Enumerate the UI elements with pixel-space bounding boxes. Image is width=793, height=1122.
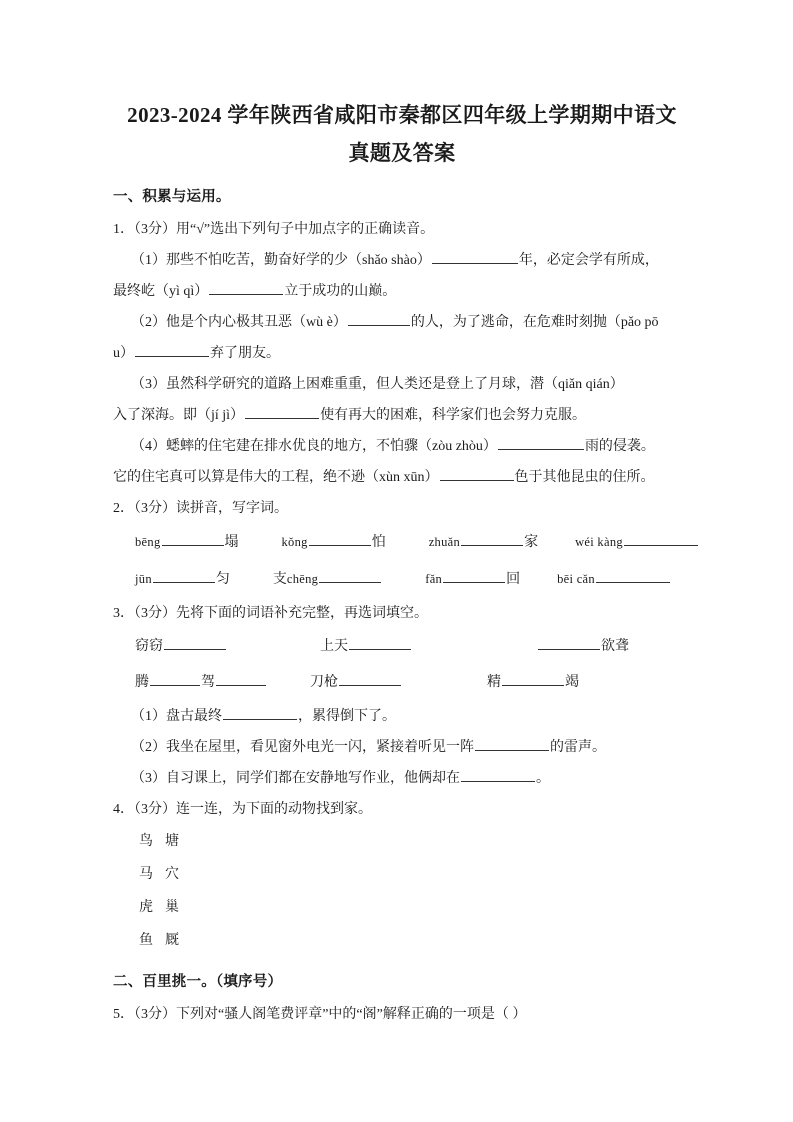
question-4-stem: 4．（3分）连一连，为下面的动物找到家。	[113, 802, 372, 817]
question-1-item-1-line-2	[113, 276, 691, 307]
question-2-number: 2	[113, 501, 120, 516]
pinyin-label: zhuǎn	[428, 535, 461, 549]
question-5-stem: 5．（3分）下列对“骚人阁笔费评章”中的“阁”解释正确的一项是（ ）	[113, 1007, 527, 1022]
word-pre: 腾	[135, 675, 149, 690]
question-3-points: （3分）	[134, 606, 176, 621]
answer-blank[interactable]	[135, 343, 209, 357]
pinyin-cell	[557, 561, 671, 598]
char-label: 塌	[224, 535, 239, 550]
match-row	[113, 825, 691, 858]
question-1-item-3-line-2	[113, 400, 691, 431]
word-post: 竭	[565, 675, 579, 690]
char-label-pre: 支	[272, 572, 287, 587]
question-1-item-3-line-1	[113, 369, 691, 400]
question-1-item-4-line-1	[113, 431, 691, 462]
question-1-number: 1	[113, 222, 120, 237]
question-4-points: （3分）	[134, 802, 176, 817]
section-heading-2: 二、百里挑一。（填序号）	[113, 974, 283, 990]
answer-blank[interactable]	[319, 569, 381, 583]
word-pre: 上天	[320, 639, 348, 654]
answer-blank[interactable]	[440, 467, 514, 481]
pinyin-label: fǎn	[425, 572, 443, 586]
fill-after: 。	[536, 771, 550, 786]
word-cell	[310, 665, 402, 701]
pinyin-row-1	[113, 524, 691, 561]
question-3-fill-3	[113, 763, 691, 794]
char-label: 匀	[215, 572, 230, 587]
question-3-fill-1	[113, 701, 691, 732]
match-row	[113, 858, 691, 891]
question-4	[113, 794, 691, 957]
pinyin-label: kǒng	[281, 535, 308, 549]
match-home[interactable]: 穴	[165, 867, 179, 882]
question-2-stem: 2．（3分）读拼音，写字词。	[113, 501, 288, 516]
question-1	[113, 214, 691, 493]
question-4-number: 4	[113, 802, 120, 817]
fill-after: 的雷声。	[550, 740, 606, 755]
word-row-1	[113, 629, 691, 665]
item-marker: （2）	[131, 315, 166, 330]
item-marker: （2）	[131, 740, 166, 755]
fill-before: 我坐在屋里，看见窗外电光一闪，紧接着听见一阵	[166, 740, 474, 755]
answer-blank[interactable]	[538, 636, 600, 650]
match-home[interactable]: 巢	[165, 900, 179, 915]
answer-blank[interactable]	[348, 312, 410, 326]
word-cell	[487, 665, 579, 701]
question-1-item-1-line-1	[113, 245, 691, 276]
pinyin-cell	[282, 524, 386, 561]
question-3	[113, 598, 691, 794]
page-title	[113, 96, 691, 172]
word-post: 欲聋	[601, 639, 629, 654]
question-3-text: 先将下面的词语补充完整，再选词填空。	[176, 606, 428, 621]
question-1-item-2-line-1	[113, 307, 691, 338]
match-row	[113, 891, 691, 924]
answer-blank[interactable]	[164, 636, 226, 650]
fill-after: ，累得倒下了。	[298, 709, 396, 724]
question-4-text: 连一连，为下面的动物找到家。	[176, 802, 372, 817]
pinyin-label: jūn	[135, 572, 152, 586]
item-text-a: 它的住宅真可以算是伟大的工程，绝不逊（xùn xūn）	[113, 470, 439, 485]
item-marker: （1）	[131, 709, 166, 724]
pinyin-label: chēng	[286, 572, 319, 586]
item-text-a: u）	[113, 346, 134, 361]
answer-blank[interactable]	[443, 569, 505, 583]
item-marker: （3）	[131, 771, 166, 786]
answer-blank[interactable]	[475, 737, 549, 751]
answer-blank[interactable]	[339, 672, 401, 686]
pinyin-cell	[135, 524, 239, 561]
page-content	[113, 96, 691, 1030]
char-label: 家	[524, 535, 539, 550]
question-1-points: （3分）	[134, 222, 176, 237]
answer-blank[interactable]	[596, 569, 670, 583]
item-text-b: 的人，为了逃命，在危难时刻抛（pǎo pō	[410, 315, 659, 330]
item-text-a: 入了深海。即（jí jì）	[113, 408, 245, 423]
word-pre: 刀枪	[310, 675, 338, 690]
question-2-points: （3分）	[134, 501, 176, 516]
question-1-text: 用“√”选出下列句子中加点字的正确读音。	[176, 222, 435, 237]
question-1-stem: 1．（3分）用“√”选出下列句子中加点字的正确读音。	[113, 222, 435, 237]
word-cell	[537, 629, 629, 665]
title-line-2: 真题及答案	[348, 141, 456, 165]
item-text-a: 虽然科学研究的道路上困难重重，但人类还是登上了月球，潜（qiǎn qián）	[166, 377, 624, 392]
item-text-a: 他是个内心极其丑恶（wù è）	[166, 315, 347, 330]
question-3-stem: 3．（3分）先将下面的词语补充完整，再选词填空。	[113, 606, 428, 621]
item-text-a: 最终屹（yì qì）	[113, 284, 209, 299]
char-label: 怕	[371, 535, 386, 550]
word-cell	[135, 665, 267, 701]
answer-blank[interactable]	[349, 636, 411, 650]
pinyin-cell	[575, 524, 699, 561]
item-text-b: 雨的侵袭。	[584, 439, 655, 454]
match-home[interactable]: 塘	[165, 834, 179, 849]
answer-blank[interactable]	[461, 532, 523, 546]
item-marker: （4）	[131, 439, 166, 454]
question-1-item-4-line-2	[113, 462, 691, 493]
answer-blank[interactable]	[309, 532, 371, 546]
word-cell	[135, 629, 227, 665]
item-text-b: 立于成功的山巅。	[284, 284, 397, 299]
question-5-number: 5	[113, 1007, 120, 1022]
item-text-b: 弃了朋友。	[210, 346, 280, 361]
answer-blank[interactable]	[624, 532, 698, 546]
answer-blank[interactable]	[209, 281, 283, 295]
match-animal[interactable]: 鱼	[139, 933, 153, 948]
word-row-2	[113, 665, 691, 701]
answer-blank[interactable]	[461, 768, 535, 782]
answer-blank[interactable]	[432, 250, 518, 264]
question-2	[113, 493, 691, 598]
question-5-text: 下列对“骚人阁笔费评章”中的“阁”解释正确的一项是（ ）	[176, 1007, 527, 1022]
answer-blank[interactable]	[502, 672, 564, 686]
pinyin-cell	[429, 524, 538, 561]
answer-blank[interactable]	[216, 672, 266, 686]
pinyin-label: bēi cǎn	[557, 572, 595, 586]
item-marker: （3）	[131, 377, 166, 392]
char-label: 回	[506, 572, 521, 587]
answer-blank[interactable]	[498, 436, 584, 450]
question-3-fill-2	[113, 732, 691, 763]
item-text-a: 蟋蟀的住宅建在排水优良的地方，不怕骤（zòu zhòu）	[166, 439, 497, 454]
question-2-text: 读拼音，写字词。	[176, 501, 288, 516]
item-text-b: 使有再大的困难，科学家们也会努力克服。	[320, 408, 587, 423]
title-line-1: 2023-2024 学年陕西省咸阳市秦都区四年级上学期期中语文	[127, 103, 677, 127]
answer-blank[interactable]	[153, 569, 215, 583]
match-home[interactable]: 厩	[165, 933, 179, 948]
match-animal[interactable]: 马	[139, 867, 153, 882]
fill-before: 盘古最终	[166, 709, 222, 724]
word-pre: 精	[487, 675, 501, 690]
question-1-item-2-line-2	[113, 338, 691, 369]
pinyin-label: bēng	[135, 535, 161, 549]
fill-before: 自习课上，同学们都在安静地写作业，他俩却在	[166, 771, 460, 786]
answer-blank[interactable]	[150, 672, 200, 686]
pinyin-cell	[135, 561, 230, 598]
pinyin-row-2	[113, 561, 691, 598]
pinyin-label: wéi kàng	[575, 535, 623, 549]
answer-blank[interactable]	[245, 405, 319, 419]
item-text-b: 年，必定会学有所成，	[518, 253, 659, 268]
match-row	[113, 924, 691, 957]
question-5	[113, 999, 691, 1030]
match-animal[interactable]: 鸟	[139, 834, 153, 849]
word-mid: 驾	[201, 675, 215, 690]
pinyin-cell	[273, 561, 382, 598]
answer-blank[interactable]	[223, 706, 297, 720]
item-text-a: 那些不怕吃苦，勤奋好学的少（shǎo shào）	[166, 253, 431, 268]
item-text-b: 色于其他昆虫的住所。	[514, 470, 655, 485]
answer-blank[interactable]	[162, 532, 224, 546]
word-cell	[320, 629, 412, 665]
question-3-number: 3	[113, 606, 120, 621]
question-5-points: （3分）	[134, 1007, 176, 1022]
item-marker: （1）	[131, 253, 166, 268]
word-pre: 窃窃	[135, 639, 163, 654]
pinyin-cell	[425, 561, 520, 598]
match-animal[interactable]: 虎	[139, 900, 153, 915]
section-heading-1: 一、积累与运用。	[113, 189, 231, 205]
